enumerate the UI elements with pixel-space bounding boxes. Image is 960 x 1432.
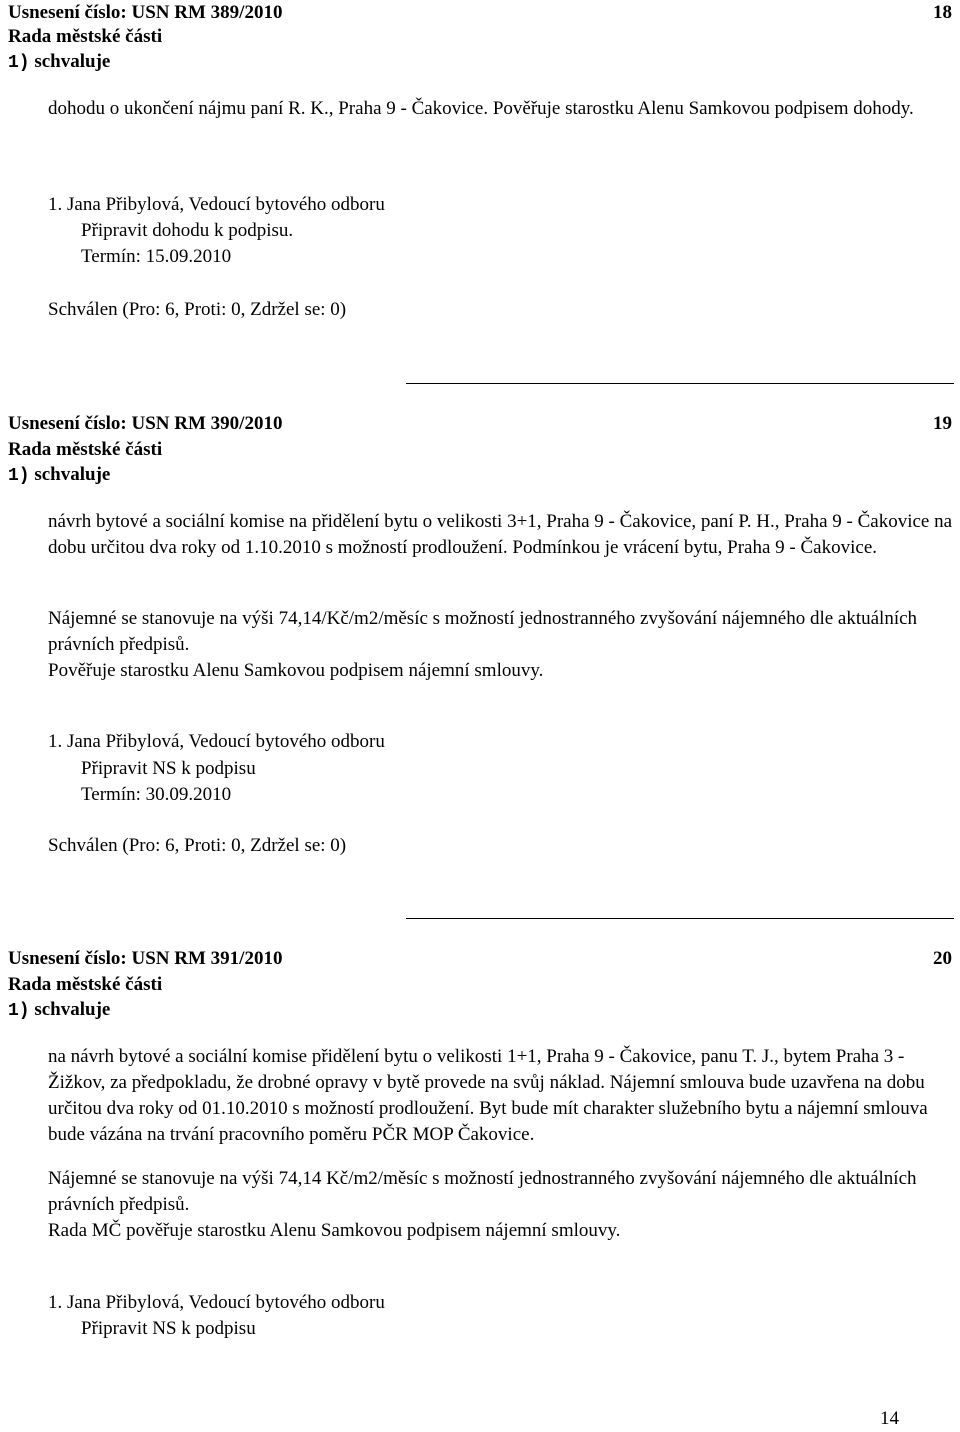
action-number: 1) [8, 53, 30, 73]
resolution-390-action [8, 462, 110, 489]
resolution-391-paragraph-2: Nájemné se stanovuje na výši 74,14 Kč/m2/měsíc s možností jednostranného zvyšování nájemného dle aktuálních právních předpisů. [48, 1168, 917, 1215]
action-number: 1) [8, 466, 30, 486]
resolution-390-paragraph-1: návrh bytové a sociální komise na přidělení bytu o velikosti 3+1, Praha 9 - Čakovice, paní P. H., Praha 9 - Čakovice na dobu určitou dva roky od 1.10.2010 s možností prodloužení. Podmínkou je vrácení bytu, Praha 9 - Čakovice. [48, 511, 953, 558]
resolution-391-task-person: 1. Jana Přibylová, Vedoucí bytového odboru [48, 1292, 385, 1313]
resolution-391-task-action: Připravit NS k podpisu [81, 1318, 256, 1339]
resolution-390-task-action: Připravit NS k podpisu [81, 758, 256, 779]
separator-rule [406, 918, 954, 919]
resolution-391-action [8, 997, 110, 1024]
resolution-389-paragraph: dohodu o ukončení nájmu paní R. K., Praha 9 - Čakovice. Pověřuje starostku Alenu Samkovou podpisem dohody. [48, 98, 914, 119]
resolution-389-task-deadline: Termín: 15.09.2010 [81, 246, 232, 267]
resolution-390-title: Usnesení číslo: USN RM 390/2010 [8, 413, 283, 434]
resolution-390-number: 19 [933, 413, 952, 434]
resolution-391-paragraph-3: Rada MČ pověřuje starostku Alenu Samkovou podpisem nájemní smlouvy. [48, 1220, 621, 1241]
resolution-389-body: Rada městské části [8, 26, 163, 47]
resolution-389-title: Usnesení číslo: USN RM 389/2010 [8, 2, 283, 23]
resolution-391-number: 20 [933, 948, 952, 969]
resolution-390-paragraph-3: Pověřuje starostku Alenu Samkovou podpisem nájemní smlouvy. [48, 660, 544, 681]
resolution-390-body: Rada městské části [8, 439, 163, 460]
resolution-391-body: Rada městské části [8, 974, 163, 995]
action-verb: schvaluje [34, 464, 111, 485]
resolution-390-task-deadline: Termín: 30.09.2010 [81, 784, 232, 805]
resolution-390-vote: Schválen (Pro: 6, Proti: 0, Zdržel se: 0) [48, 835, 347, 856]
resolution-391-paragraph-1: na návrh bytové a sociální komise přidělení bytu o velikosti 1+1, Praha 9 - Čakovice, panu T. J., bytem Praha 3 - Žižkov, za předpokladu, že drobné opravy v bytě provede na svůj náklad. Nájemní smlouva bude uzavřena na dobu určitou dva roky od 01.10.2010 s možností prodloužení. Byt bude mít charakter služebního bytu a nájemní smlouva bude vázána na trvání pracovního poměru PČR MOP Čakovice. [48, 1046, 928, 1145]
resolution-389-action [8, 49, 110, 76]
action-number: 1) [8, 1001, 30, 1021]
resolution-391-title: Usnesení číslo: USN RM 391/2010 [8, 948, 283, 969]
action-verb: schvaluje [34, 999, 111, 1020]
resolution-389-vote: Schválen (Pro: 6, Proti: 0, Zdržel se: 0) [48, 299, 347, 320]
resolution-389-task-action: Připravit dohodu k podpisu. [81, 220, 294, 241]
resolution-390-task-person: 1. Jana Přibylová, Vedoucí bytového odboru [48, 731, 385, 752]
page-number: 14 [880, 1408, 899, 1429]
resolution-390-paragraph-2: Nájemné se stanovuje na výši 74,14/Kč/m2/měsíc s možností jednostranného zvyšování nájemného dle aktuálních právních předpisů. [48, 608, 918, 655]
action-verb: schvaluje [34, 51, 111, 72]
resolution-389-number: 18 [933, 2, 952, 23]
separator-rule [406, 383, 954, 384]
resolution-389-task-person: 1. Jana Přibylová, Vedoucí bytového odboru [48, 194, 385, 215]
